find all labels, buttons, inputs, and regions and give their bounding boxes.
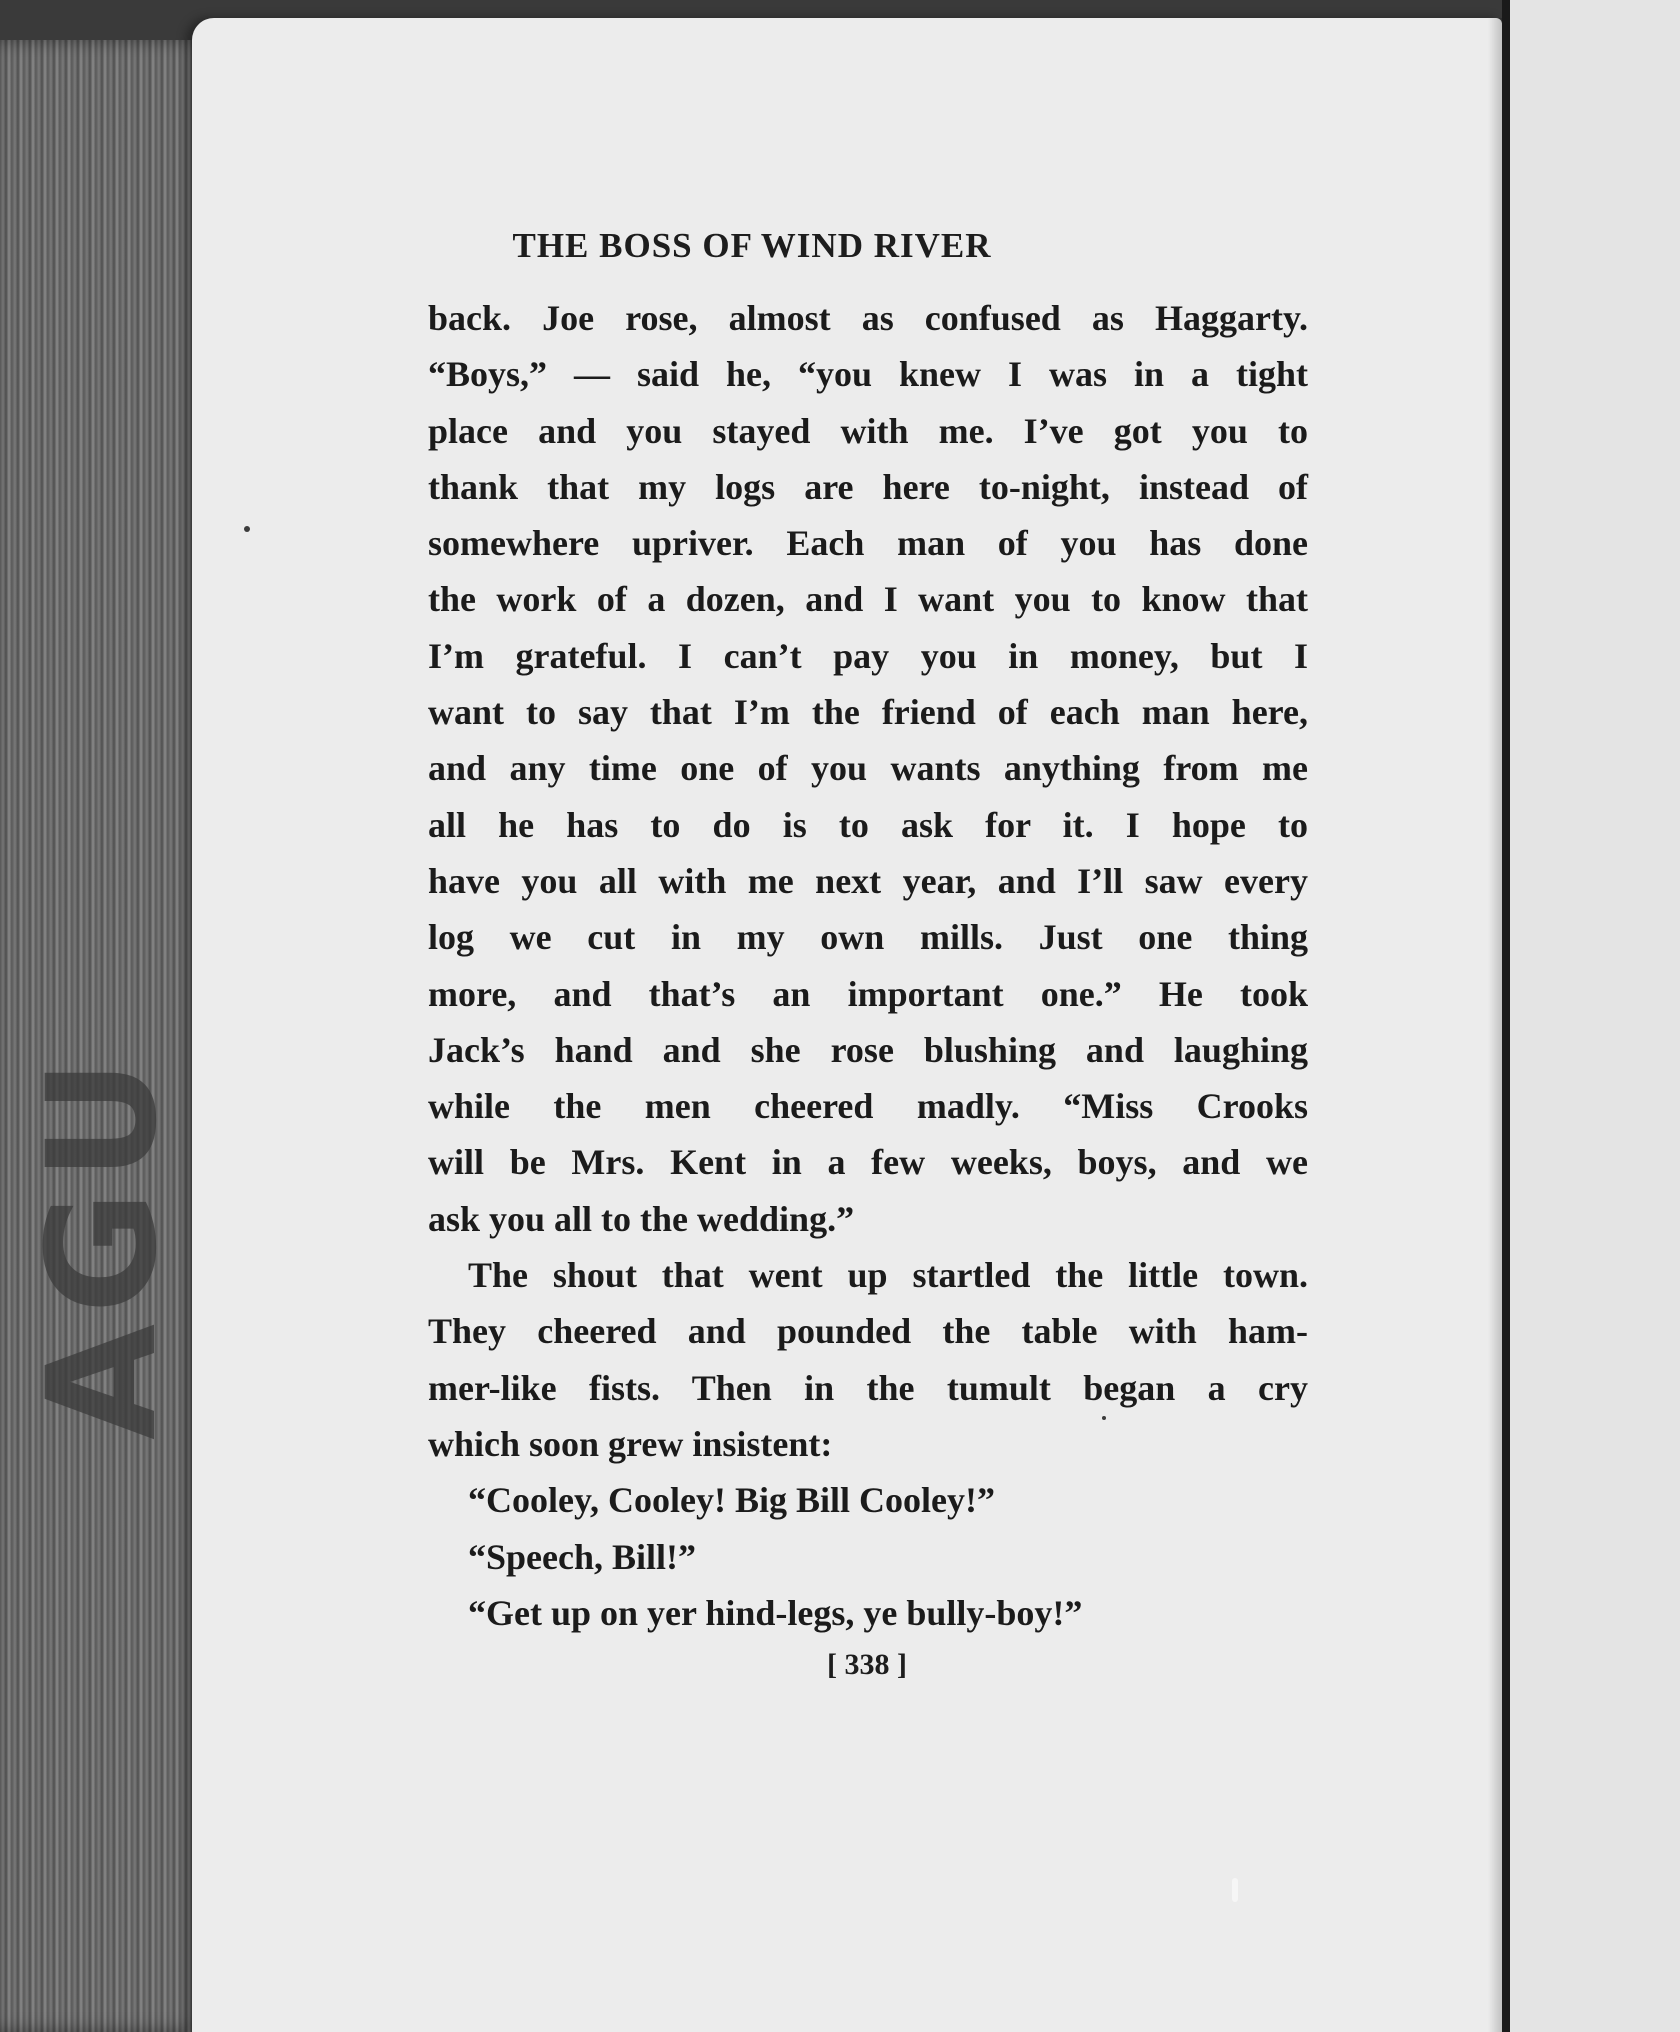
text-line: “Boys,” — said he, “you knew I was in a tight	[428, 354, 1308, 395]
running-head: THE BOSS OF WIND RIVER	[512, 226, 992, 265]
facing-page	[1510, 0, 1680, 2032]
text-line: more, and that’s an important one.” He took	[428, 973, 1308, 1014]
text-line: the work of a dozen, and I want you to know that	[428, 579, 1308, 620]
paper-speck	[1232, 1878, 1238, 1902]
page-number: [ 338 ]	[827, 1648, 907, 1681]
text-line: while the men cheered madly. “Miss Crooks	[428, 1086, 1308, 1127]
text-line: will be Mrs. Kent in a few weeks, boys, and we	[428, 1142, 1308, 1183]
text-line: “Get up on yer hind-legs, ye bully-boy!”	[468, 1592, 1083, 1633]
body-text	[428, 290, 1308, 1641]
text-line: back. Joe rose, almost as confused as Haggarty.	[428, 298, 1308, 338]
book-page-edge	[0, 40, 210, 2032]
paper-speck	[1102, 1416, 1106, 1420]
text-line: place and you stayed with me. I’ve got you to	[428, 410, 1308, 451]
text-line: “Cooley, Cooley! Big Bill Cooley!”	[468, 1480, 995, 1521]
text-line: have you all with me next year, and I’ll saw every	[428, 860, 1308, 901]
text-line: ask you all to the wedding.”	[428, 1198, 855, 1239]
text-line: Jack’s hand and she rose blushing and laughing	[428, 1029, 1308, 1070]
text-line: The shout that went up startled the little town.	[468, 1255, 1308, 1296]
text-line: I’m grateful. I can’t pay you in money, but I	[428, 635, 1308, 676]
paper-speck	[244, 526, 250, 532]
text-line: all he has to do is to ask for it. I hope to	[428, 804, 1308, 845]
text-line: “Speech, Bill!”	[468, 1536, 697, 1577]
text-line: somewhere upriver. Each man of you has done	[428, 523, 1308, 564]
text-line: which soon grew insistent:	[428, 1423, 833, 1464]
text-line: mer-like fists. Then in the tumult began a cry	[428, 1367, 1308, 1408]
text-line: log we cut in my own mills. Just one thing	[428, 917, 1308, 958]
book-page	[192, 18, 1502, 2032]
page-gutter	[1502, 0, 1510, 2032]
text-line: They cheered and pounded the table with ham-	[428, 1311, 1308, 1352]
text-line: want to say that I’m the friend of each man here,	[428, 692, 1308, 733]
text-line: thank that my logs are here to-night, instead of	[428, 466, 1308, 507]
text-line: and any time one of you wants anything from me	[428, 748, 1308, 789]
edge-stamp: AGU	[16, 1048, 190, 1440]
